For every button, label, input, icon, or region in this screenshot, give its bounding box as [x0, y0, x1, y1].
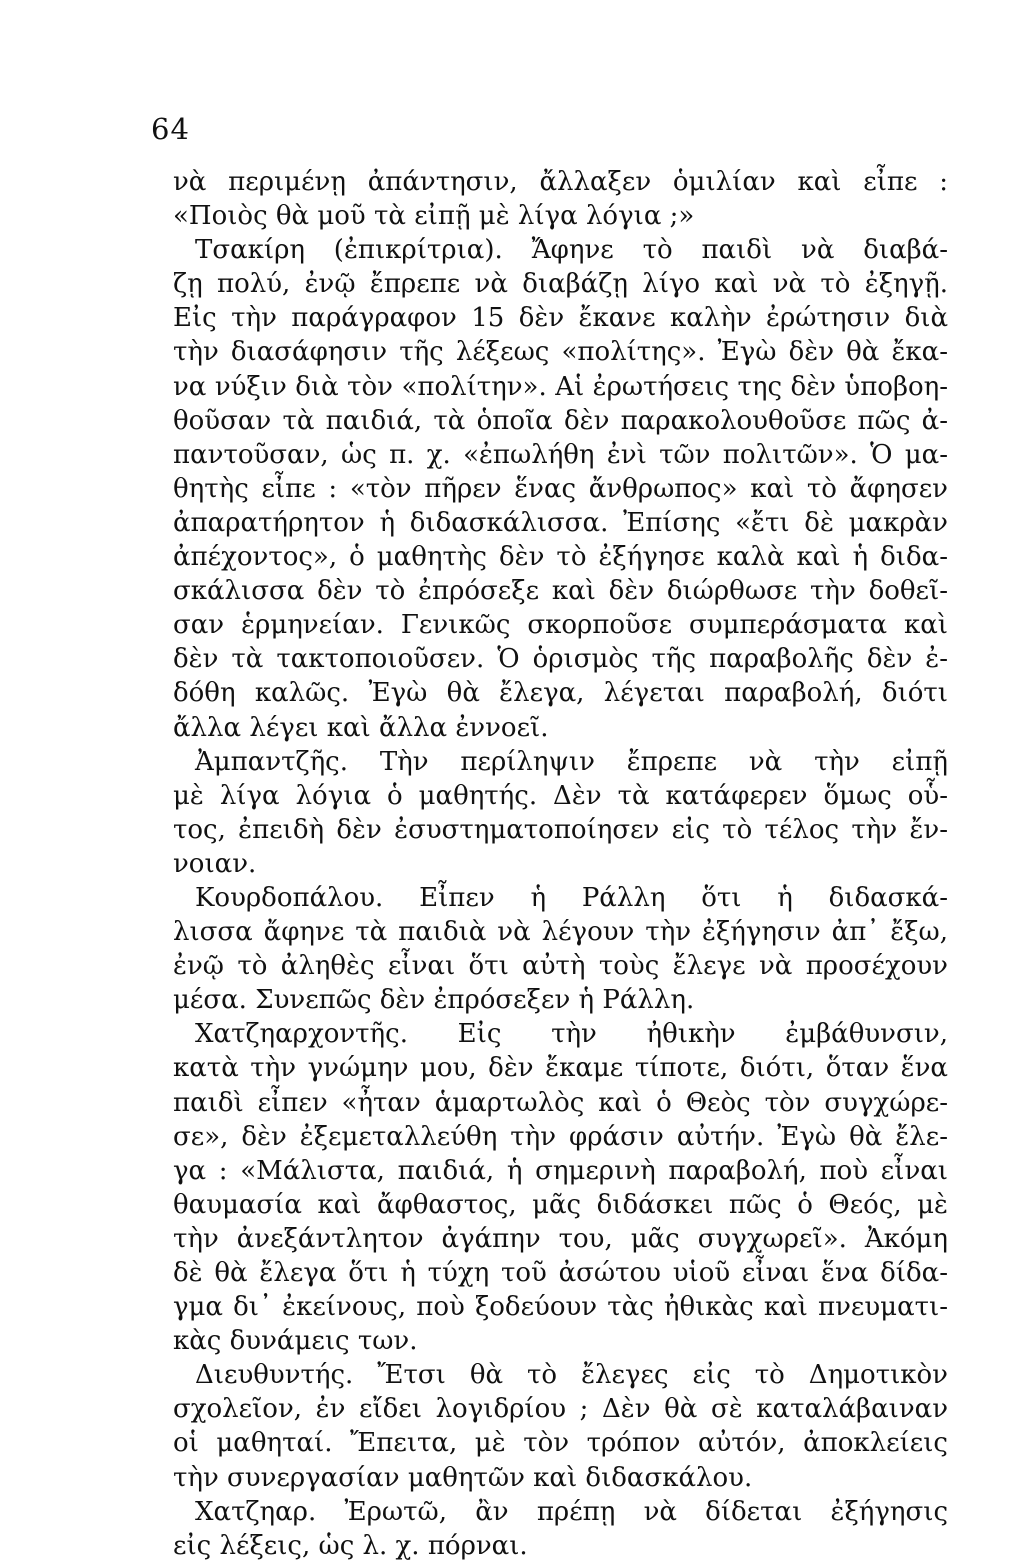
- text-line: ἐνῷ τὸ ἀληθὲς εἶναι ὅτι αὐτὴ τοὺς ἔλεγε νὰ προσέχουν: [173, 951, 948, 982]
- text-line: Εἰς τὴν παράγραφον 15 δὲν ἔκανε καλὴν ἐρώτησιν διὰ: [173, 303, 948, 334]
- text-line: δὲν τὰ τακτοποιοῦσεν. Ὁ ὁρισμὸς τῆς παραβολῆς δὲν ἐ-: [173, 644, 948, 675]
- text-line: νὰ περιμένῃ ἀπάντησιν, ἄλλαξεν ὁμιλίαν καὶ εἶπε :: [173, 167, 948, 197]
- text-line: γμα δι᾿ ἐκείνους, ποὺ ξοδεύουν τὰς ἠθικὰς καὶ πνευματι-: [173, 1292, 948, 1323]
- text-line: Τσακίρη (ἐπικρίτρια). Ἄφηνε τὸ παιδὶ νὰ διαβά-: [195, 235, 948, 266]
- text-line: ἀπαρατήρητον ἡ διδασκάλισσα. Ἐπίσης «ἔτι δὲ μακρὰν: [173, 507, 948, 538]
- text-line: να νύξιν διὰ τὸν «πολίτην». Αἱ ἐρωτήσεις της δὲν ὑποβοη-: [173, 371, 948, 402]
- text-line: Χατζηαρ. Ἐρωτῶ, ἂν πρέπῃ νὰ δίδεται ἐξήγησις: [195, 1496, 948, 1527]
- text-line: ἄλλα λέγει καὶ ἄλλα ἐννοεῖ.: [173, 712, 549, 743]
- text-line: Διευθυντής. Ἔτσι θὰ τὸ ἔλεγες εἰς τὸ Δημοτικὸν: [195, 1360, 948, 1391]
- text-line: Ἀμπαντζῆς. Τὴν περίληψιν ἔπρεπε νὰ τὴν εἰπῇ: [195, 746, 948, 777]
- text-line: μὲ λίγα λόγια ὁ μαθητής. Δὲν τὰ κατάφερεν ὅμως οὗ-: [173, 780, 948, 811]
- text-line: κατὰ τὴν γνώμην μου, δὲν ἔκαμε τίποτε, διότι, ὅταν ἕνα: [173, 1053, 948, 1084]
- text-line: σκάλισσα δὲν τὸ ἐπρόσεξε καὶ δὲν διώρθωσε τὴν δοθεῖ-: [173, 576, 948, 607]
- text-line: τὴν ἀνεξάντλητον ἀγάπην του, μᾶς συγχωρεῖ». Ἀκόμη: [173, 1223, 948, 1254]
- text-line: ζῃ πολύ, ἐνῷ ἔπρεπε νὰ διαβάζῃ λίγο καὶ νὰ τὸ ἐξηγῇ.: [173, 269, 948, 300]
- text-line: παντοῦσαν, ὡς π. χ. «ἐπωλήθη ἐνὶ τῶν πολιτῶν». Ὁ μα-: [173, 439, 948, 470]
- text-line: θοῦσαν τὰ παιδιά, τὰ ὁποῖα δὲν παρακολουθοῦσε πῶς ἀ-: [173, 405, 948, 436]
- text-line: Κουρδοπάλου. Εἶπεν ἡ Ράλλη ὅτι ἡ διδασκά-: [195, 882, 948, 913]
- body-text: [173, 165, 948, 1563]
- text-line: εἰς λέξεις, ὡς λ. χ. πόρναι.: [173, 1530, 528, 1561]
- text-line: Χατζηαρχοντῆς. Εἰς τὴν ἠθικὴν ἐμβάθυνσιν,: [195, 1019, 948, 1050]
- text-line: θητὴς εἶπε : «τὸν πῆρεν ἕνας ἄνθρωπος» καὶ τὸ ἄφησεν: [173, 473, 948, 504]
- text-line: σαν ἑρμηνείαν. Γενικῶς σκορποῦσε συμπεράσματα καὶ: [173, 610, 948, 641]
- text-line: τὴν διασάφησιν τῆς λέξεως «πολίτης». Ἐγὼ δὲν θὰ ἔκα-: [173, 337, 948, 368]
- text-line: ἀπέχοντος», ὁ μαθητὴς δὲν τὸ ἐξήγησε καλὰ καὶ ἡ διδα-: [173, 542, 948, 573]
- page-number: 64: [151, 112, 190, 146]
- text-line: σε», δὲν ἐξεμεταλλεύθη τὴν φράσιν αὐτήν. Ἐγὼ θὰ ἔλε-: [173, 1121, 948, 1152]
- text-line: οἱ μαθηταί. Ἔπειτα, μὲ τὸν τρόπον αὐτόν, ἀποκλείεις: [173, 1428, 948, 1459]
- text-line: θαυμασία καὶ ἄφθαστος, μᾶς διδάσκει πῶς ὁ Θεός, μὲ: [173, 1189, 948, 1220]
- text-line: μέσα. Συνεπῶς δὲν ἐπρόσεξεν ἡ Ράλλη.: [173, 985, 695, 1016]
- text-line: τὴν συνεργασίαν μαθητῶν καὶ διδασκάλου.: [173, 1462, 753, 1493]
- text-line: δόθη καλῶς. Ἐγὼ θὰ ἔλεγα, λέγεται παραβολή, διότι: [173, 678, 948, 709]
- text-line: σχολεῖον, ἐν εἴδει λογιδρίου ; Δὲν θὰ σὲ καταλάβαιναν: [173, 1394, 948, 1425]
- text-line: νοιαν.: [173, 848, 257, 879]
- text-line: τος, ἐπειδὴ δὲν ἐσυστηματοποίησεν εἰς τὸ τέλος τὴν ἔν-: [173, 814, 948, 845]
- text-line: «Ποιὸς θὰ μοῦ τὰ εἰπῇ μὲ λίγα λόγια ;»: [173, 201, 695, 232]
- text-line: γα : «Μάλιστα, παιδιά, ἡ σημερινὴ παραβολή, ποὺ εἶναι: [173, 1155, 948, 1186]
- text-line: δὲ θὰ ἔλεγα ὅτι ἡ τύχη τοῦ ἀσώτου υἱοῦ εἶναι ἕνα δίδα-: [173, 1258, 948, 1288]
- text-line: λισσα ἄφηνε τὰ παιδιὰ νὰ λέγουν τὴν ἐξήγησιν ἀπ᾿ ἔξω,: [173, 917, 948, 948]
- text-line: παιδὶ εἶπεν «ἦταν ἁμαρτωλὸς καὶ ὁ Θεὸς τὸν συγχώρε-: [173, 1087, 948, 1118]
- text-line: κὰς δυνάμεις των.: [173, 1326, 418, 1357]
